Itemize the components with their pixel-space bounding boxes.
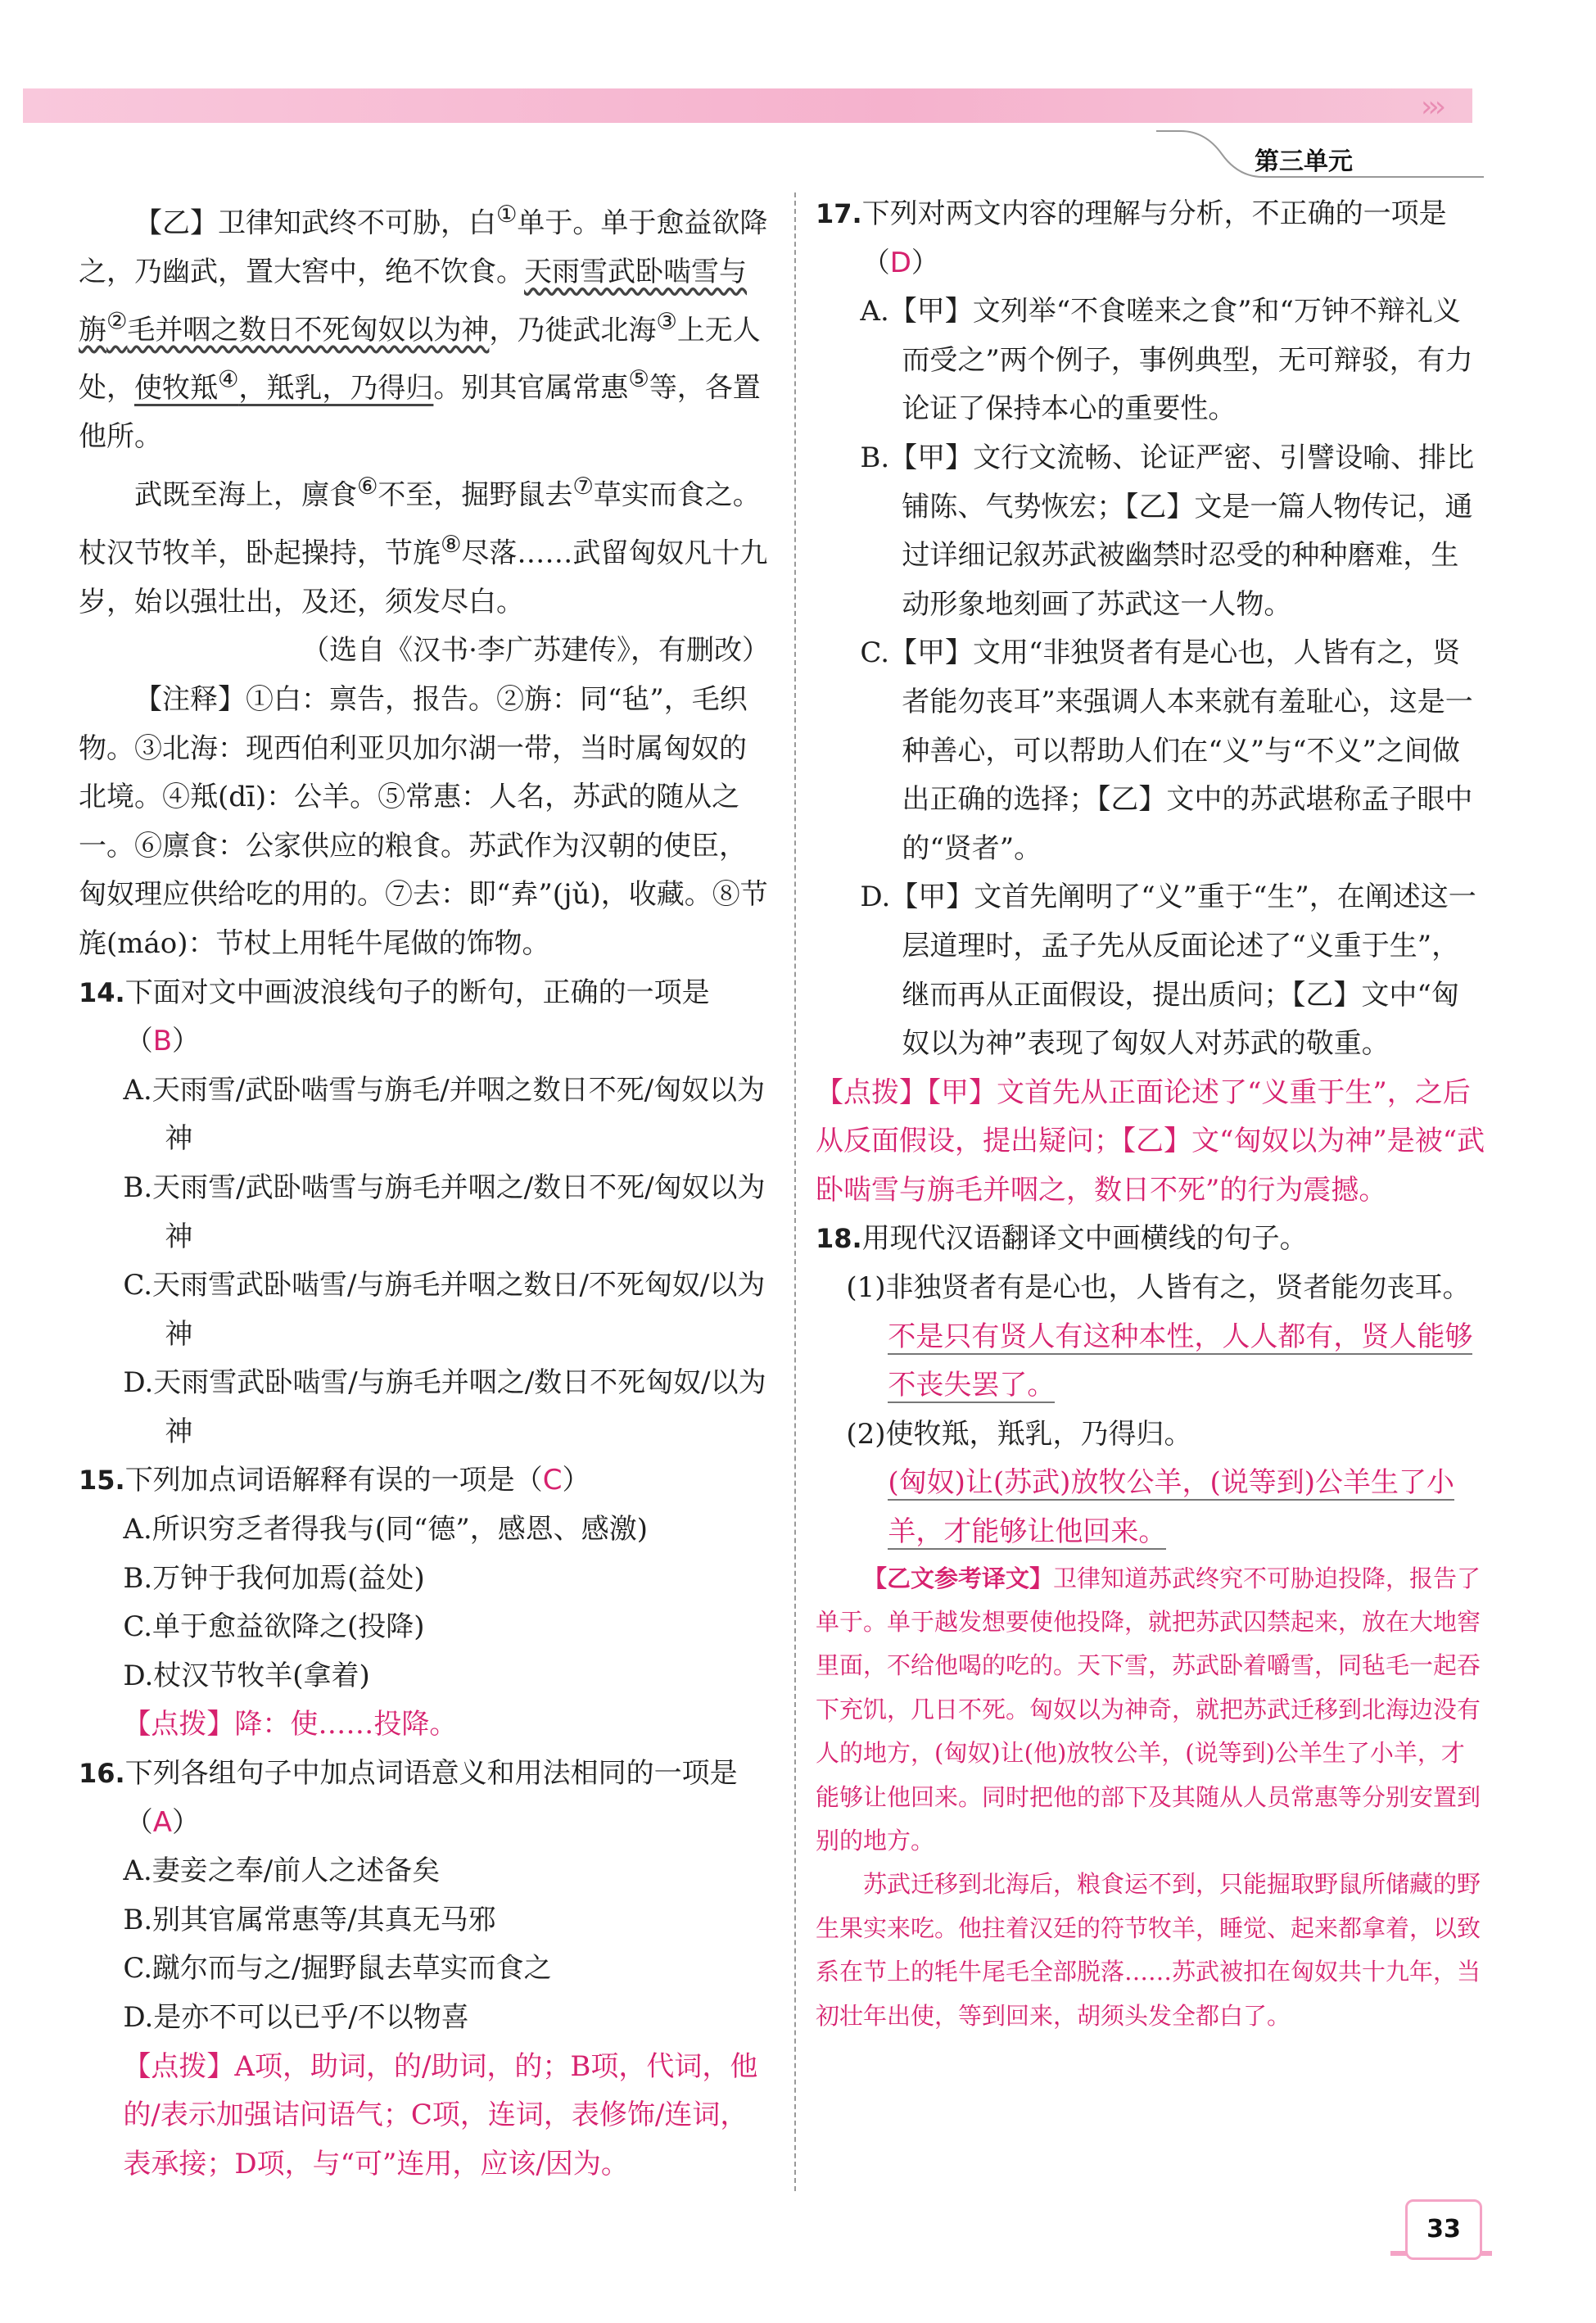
page-number: 33 (1405, 2199, 1482, 2260)
q18-sentence-1: (1)非独贤者有是心也，人皆有之，贤者能勿丧耳。 (846, 1271, 1471, 1305)
passage-source: （选自《汉书·李广苏建传》，有删改） (301, 634, 770, 668)
q15-option-a: A.所识穷乏者得我与(同“德”，感恩、感激) (123, 1513, 649, 1546)
chevron-right-icon: ››› (1421, 90, 1442, 124)
reference-paragraph-1: 【乙文参考译文】卫律知道苏武终究不可胁迫投降，报告了单于。单于越发想要使他投降，就把苏武囚禁起来，放在大地窖里面，不给他喝的吃的。天下雪，苏武卧着嚼雪，同毡毛一起吞下充饥，几日不死。匈奴以为神奇，就把苏武迁移到北海边没有人的地方，(匈奴)让(他)放牧公羊，(说等到)公羊生了小羊，才能够让他回来。同时把他的部下及其随从人员常惠等分别安置到别的地方。 (816, 1564, 1481, 1855)
passage-paragraph-2: 武既至海上，廪食⑥不至，掘野鼠去⑦草实而食之。杖汉节牧羊，卧起操持，节旄⑧尽落……武留匈奴凡十九岁，始以强壮出，及还，须发尽白。 (79, 472, 768, 618)
right-column (816, 190, 1485, 2038)
passage-notes: 【注释】①白：禀告，报告。②旃：同“毡”，毛织物。③北海：现西伯利亚贝加尔湖一带，当时属匈奴的北境。④羝(dī)：公羊。⑤常惠：人名，苏武的随从之一。⑥廪食：公家供应的粮食。苏武作为汉朝的使臣，匈奴理应供给吃的用的。⑦去：即“弆”(jǔ)，收藏。⑧节旄(máo)：节杖上用牦牛尾做的饰物。 (79, 682, 768, 960)
q17-option-d: D.【甲】文首先阐明了“义”重于“生”，在阐述这一层道理时，孟子先从反面论述了“义重于生”，继而再从正面假设，提出质问；【乙】文中“匈奴以为神”表现了匈奴人对苏武的敬重。 (860, 881, 1476, 1061)
unit-title: 第三单元 (1255, 147, 1353, 176)
answer-17: D (889, 246, 911, 279)
q16-tip: 【点拨】A项，助词，的/助词，的；B项，代词，他的/表示加强诘问语气；C项，连词，表修饰/连词，表承接；D项，与“可”连用，应该/因为。 (123, 2049, 758, 2180)
q16-option-a: A.妻妾之奉/前人之述备矣 (123, 1854, 441, 1888)
passage-paragraph-1: 【乙】卫律知武终不可胁，白①单于。单于愈益欲降之，乃幽武，置大窖中，绝不饮食。天雨雪武卧啮雪与旃②毛并咽之数日不死匈奴以为神，乃徙武北海③上无人处，使牧羝④，羝乳，乃得归。别其官属常惠⑤等，各置他所。 (79, 201, 768, 454)
underlined-sentence: 使牧羝④，羝乳，乃得归 (134, 365, 434, 405)
q15-option-d: D.杖汉节牧羊(拿着) (123, 1659, 370, 1692)
unit-tab (1156, 129, 1484, 180)
question-17: 17. 下列对两文内容的理解与分析，不正确的一项是（D） (816, 197, 1447, 279)
left-column (79, 190, 770, 2189)
answer-15: C (542, 1464, 563, 1497)
q14-option-d: D.天雨雪武卧啮雪/与旃毛并咽之/数日不死匈奴/以为神 (123, 1366, 766, 1448)
q16-option-d: D.是亦不可以已乎/不以物喜 (123, 2001, 469, 2035)
question-15: 15. 下列加点词语解释有误的一项是（C） (79, 1464, 590, 1497)
question-14: 14. 下面对文中画波浪线句子的断句，正确的一项是（B） (79, 976, 710, 1058)
wavy-sentence: 天雨雪武卧啮雪与旃②毛并咽之数日不死匈奴以为神 (79, 255, 747, 346)
q18-sentence-2: (2)使牧羝，羝乳，乃得归。 (846, 1417, 1192, 1451)
column-divider (794, 192, 796, 2191)
header-band (23, 88, 1472, 123)
q17-tip: 【点拨】【甲】文首先从正面论述了“义重于生”，之后从反面假设，提出疑问；【乙】文“匈奴以为神”是被“武卧啮雪与旃毛并咽之，数日不死”的行为震撼。 (816, 1075, 1485, 1207)
q17-option-c: C.【甲】文用“非独贤者有是心也，人皆有之，贤者能勿丧耳”来强调人本来就有羞耻心，这是一种善心，可以帮助人们在“义”与“不义”之间做出正确的选择；【乙】文中的苏武堪称孟子眼中的“贤者”。 (860, 636, 1473, 865)
q18-answer-1-wrap (816, 1313, 1485, 1411)
q14-option-c: C.天雨雪武卧啮雪/与旃毛并咽之数日/不死匈奴/以为神 (123, 1269, 766, 1351)
answer-16: A (152, 1805, 172, 1839)
q16-option-c: C.蹴尔而与之/掘野鼠去草实而食之 (123, 1952, 552, 1986)
question-18: 18. 用现代汉语翻译文中画横线的句子。 (816, 1222, 1308, 1256)
reference-translation (816, 1557, 1485, 2038)
q17-option-a: A.【甲】文列举“不食嗟来之食”和“万钟不辩礼义而受之”两个例子，事例典型，无可辩驳，有力论证了保持本心的重要性。 (860, 295, 1473, 426)
reference-paragraph-2: 苏武迁移到北海后，粮食运不到，只能掘取野鼠所储藏的野生果实来吃。他拄着汉廷的符节牧羊，睡觉、起来都拿着，以致系在节上的牦牛尾毛全部脱落……苏武被扣在匈奴共十九年，当初壮年出使，等到回来，胡须头发全都白了。 (816, 1870, 1481, 2030)
q16-option-b: B.别其官属常惠等/其真无马邪 (123, 1903, 496, 1936)
q18-answer-1: 不是只有贤人有这种本性，人人都有，贤人能够不丧失罢了。 (888, 1320, 1473, 1402)
q17-option-b: B.【甲】文行文流畅、论证严密、引譬设喻、排比铺陈、气势恢宏；【乙】文是一篇人物传记，通过详细记叙苏武被幽禁时忍受的种种磨难，生动形象地刻画了苏武这一人物。 (860, 441, 1475, 621)
q15-tip: 【点拨】降：使……投降。 (123, 1708, 458, 1741)
q18-answer-2: (匈奴)让(苏武)放牧公羊，(说等到)公羊生了小羊，才能够让他回来。 (888, 1466, 1454, 1549)
q15-option-b: B.万钟于我何加焉(益处) (123, 1561, 425, 1595)
q18-answer-2-wrap (816, 1459, 1485, 1556)
q15-option-c: C.单于愈益欲降之(投降) (123, 1610, 425, 1644)
q14-option-b: B.天雨雪/武卧啮雪与旃毛并咽之/数日不死/匈奴以为神 (123, 1171, 766, 1253)
answer-14: B (152, 1025, 173, 1058)
q14-option-a: A.天雨雪/武卧啮雪与旃毛/并咽之数日不死/匈奴以为神 (123, 1073, 766, 1156)
question-16: 16. 下列各组句子中加点词语意义和用法相同的一项是（A） (79, 1757, 738, 1839)
